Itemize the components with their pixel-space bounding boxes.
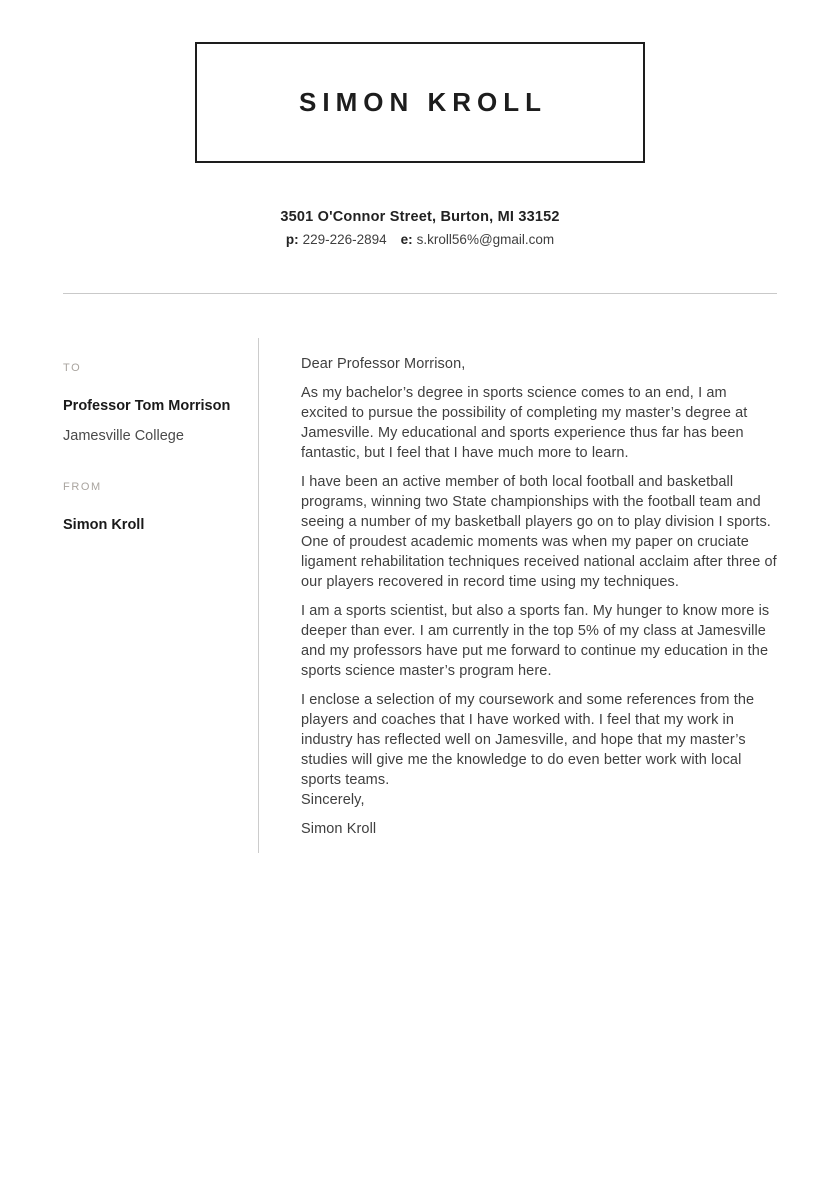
to-label: TO [63,362,82,374]
phone-email-line [0,232,840,247]
salutation: Dear Professor Morrison, [301,356,466,372]
recipient-organization: Jamesville College [63,428,184,444]
letter-paragraphs [301,383,777,790]
meta-column [63,338,258,853]
letter-paragraph: I have been an active member of both local football and basketball programs, winning two State championships with the football team and seeing a number of my basketball players go on to play division I sports. One of proudest academic moments was when my paper on cruciate ligament rehabilitation techniques received national acclaim after three of our players recovered in record time using my techniques. [301,474,777,590]
phone-value: 229-226-2894 [302,232,387,247]
address-line: 3501 O'Connor Street, Burton, MI 33152 [280,209,560,225]
letter-paragraph: As my bachelor’s degree in sports science comes to an end, I am excited to pursue the possibility of completing my master’s degree at Jamesville. My educational and sports experience thus far has been fantastic, but I feel that I have much more to learn. [301,385,748,461]
letter-paragraph: I enclose a selection of my coursework and some references from the players and coaches that I have worked with. I feel that my work in industry has reflected well on Jamesville, and hope that my master’s studies will give me the knowledge to do even better work with local sports teams. [301,692,755,788]
email-group [401,232,555,247]
from-label: FROM [63,481,102,493]
sender-name: Simon Kroll [63,517,145,533]
closing: Sincerely, [301,792,365,808]
letter-area [63,338,777,853]
phone-group [286,232,387,247]
email-label: e: [400,232,413,247]
contact-block [0,209,840,247]
letter-paragraph: I am a sports scientist, but also a sports fan. My hunger to know more is deeper than ever. I am currently in the top 5% of my class at Jamesville and my professors have put me forward to continue my education in the sports science master’s program here. [301,603,770,679]
signature: Simon Kroll [301,821,377,837]
email-value: s.kroll56%@gmail.com [416,232,555,247]
recipient-name: Professor Tom Morrison [63,398,231,414]
name-box [195,42,645,163]
horizontal-divider [63,293,777,294]
letter-body-column [258,338,777,853]
page-title: SIMON KROLL [299,87,547,117]
phone-label: p: [285,232,299,247]
